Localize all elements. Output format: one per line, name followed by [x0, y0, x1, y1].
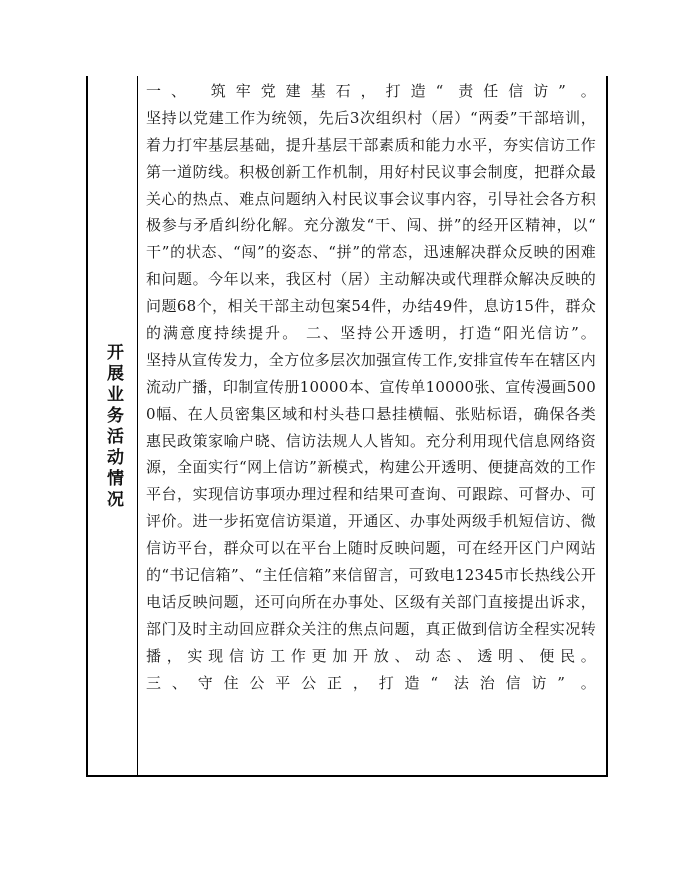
paragraph-line: 和问题。今年以来，我区村（居）主动解决或代理群众解决反映的 [146, 270, 596, 289]
paragraph-line: 评价。进一步拓宽信访渠道，开通区、办事处两级手机短信访、微 [146, 512, 596, 531]
paragraph-line: 的“书记信箱”、“主任信箱”来信留言，可致电12345市长热线公开 [146, 566, 596, 585]
paragraph-line: 坚持以党建工作为统领，先后3次组织村（居）“两委”干部培训， [146, 108, 596, 127]
paragraph-line: 播，实现信访工作更加开放、动态、透明、便民。 [146, 646, 596, 665]
paragraph-line: 惠民政策家喻户晓、信访法规人人皆知。充分利用现代信息网络资 [146, 431, 596, 450]
paragraph-line: 平台，实现信访事项办理过程和结果可查询、可跟踪、可督办、可 [146, 485, 596, 504]
paragraph-line: 着力打牢基层基础，提升基层干部素质和能力水平，夯实信访工作 [146, 135, 596, 154]
paragraph-line: 部门及时主动回应群众关注的焦点问题，真正做到信访全程实况转 [146, 619, 596, 638]
row-label-cell [88, 76, 138, 775]
paragraph-line: 坚持从宣传发力，全方位多层次加强宣传工作,安排宣传车在辖区内 [146, 350, 596, 369]
paragraph-line: 的满意度持续提升。 二、坚持公开透明，打造“阳光信访”。 [146, 324, 596, 343]
paragraph-line: 电话反映问题，还可向所在办事处、区级有关部门直接提出诉求， [146, 592, 596, 611]
paragraph-line: 流动广播，印制宣传册10000本、宣传单10000张、宣传漫画500 [146, 377, 596, 396]
paragraph-line: 第一道防线。积极创新工作机制，用好村民议事会制度，把群众最 [146, 162, 596, 181]
activity-table [86, 76, 608, 777]
paragraph-line: 极参与矛盾纠纷化解。充分激发“干、闯、拼”的经开区精神，以“ [146, 216, 596, 235]
paragraph-line: 0幅、在人员密集区域和村头巷口悬挂横幅、张贴标语，确保各类 [146, 404, 596, 423]
paragraph-line: 三、守住公平公正，打造“ 法治信访” 。 [146, 673, 596, 692]
paragraph-line: 关心的热点、难点问题纳入村民议事会议事内容，引导社会各方积 [146, 189, 596, 208]
paragraph-line: 问题68个，相关干部主动包案54件，办结49件，息访15件，群众 [146, 297, 596, 316]
row-label: 开展业务活动情况 [103, 342, 123, 511]
content-cell [139, 76, 606, 775]
paragraph-line: 干”的状态、“闯”的姿态、“拼”的常态，迅速解决群众反映的困难 [146, 243, 596, 262]
paragraph-line: 信访平台，群众可以在平台上随时反映问题，可在经开区门户网站 [146, 539, 596, 558]
paragraph-line: 一、 筑牢党建基石，打造“ 责任信访” 。 [146, 82, 596, 100]
paragraph-line: 源，全面实行“网上信访”新模式，构建公开透明、便捷高效的工作 [146, 458, 596, 477]
